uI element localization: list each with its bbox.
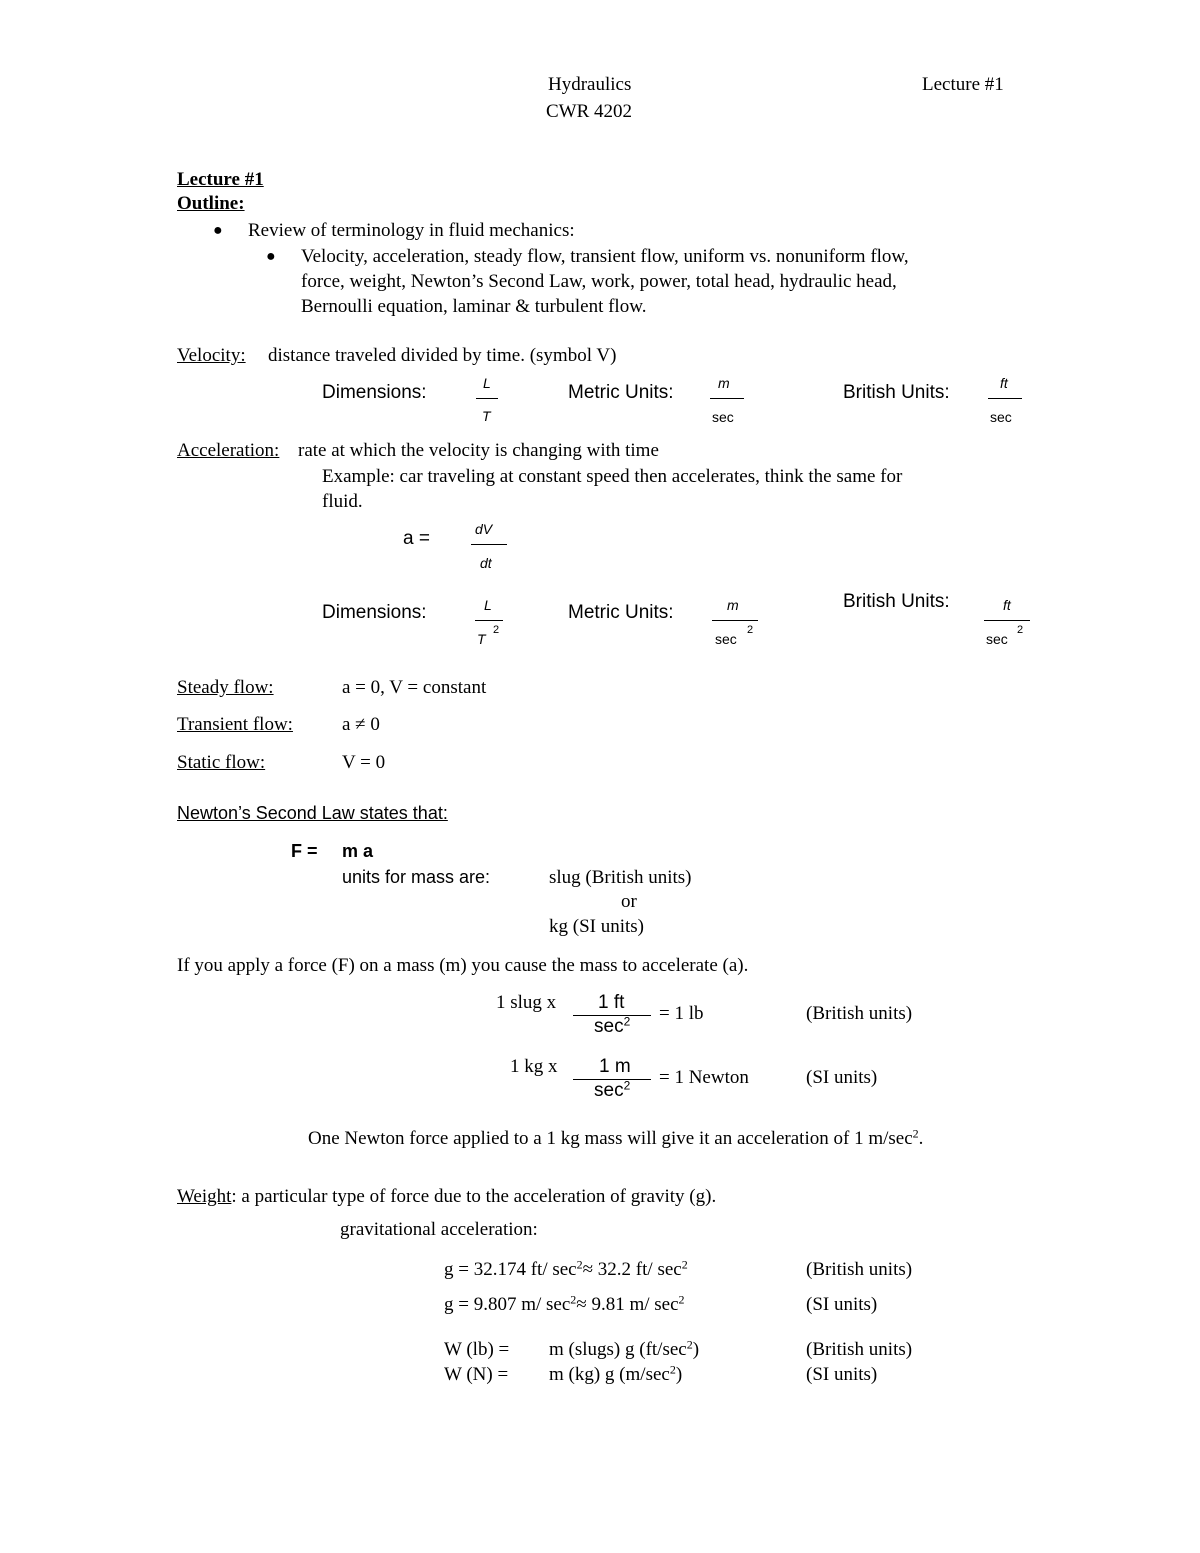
velocity-british-label: British Units: [843, 382, 950, 403]
static-flow-term: Static flow: [177, 752, 266, 773]
g-si: g = 9.807 m/ $\sec^2\approx 9.81$ m/ $\sec^2$ [444, 1292, 685, 1315]
velocity-british-denominator: sec [990, 409, 1012, 425]
steady-flow-value: a = 0, V = constant [342, 677, 487, 698]
velocity-metric-label: Metric Units: [568, 382, 674, 403]
mass-unit-or: or [621, 891, 637, 912]
acceleration-dt: dt [480, 555, 492, 571]
acceleration-definition: rate at which the velocity is changing with time [298, 440, 659, 461]
newton-f-equals: F = [291, 841, 318, 861]
acceleration-example-line-1: Example: car traveling at constant speed then accelerates, think the same for [322, 466, 903, 487]
newton-title: Newton’s Second Law states that: [177, 803, 448, 823]
fraction-bar [984, 620, 1030, 621]
w-british-units: (British units) [806, 1339, 913, 1360]
eq1-numerator: 1 ft [598, 992, 625, 1013]
velocity-dimensions-label: Dimensions: [322, 382, 427, 403]
lecture-number: Lecture #1 [922, 74, 1004, 95]
eq2-left: 1 kg x [510, 1056, 558, 1077]
velocity-metric-denominator: sec [712, 409, 734, 425]
course-title: Hydraulics [548, 74, 632, 95]
eq2-right: = 1 Newton [659, 1067, 749, 1088]
acceleration-british-denominator: sec [986, 631, 1008, 647]
fraction-bar [710, 398, 744, 399]
velocity-british-numerator: ft [1000, 375, 1008, 391]
course-code: CWR 4202 [546, 101, 633, 122]
w-british-right: m (slugs) g $(ft/\sec^2)$ [549, 1337, 700, 1360]
g-british-units: (British units) [806, 1259, 913, 1280]
gravitational-acceleration-label: gravitational acceleration: [340, 1219, 538, 1240]
newton-note: One Newton force applied to a 1 kg mass will give it an acceleration of 1 $m/\sec^2$. [308, 1126, 924, 1149]
acceleration-british-label: British Units: [843, 591, 950, 612]
transient-flow-term: Transient flow: [177, 714, 293, 735]
acceleration-dim-denominator: T [477, 631, 486, 647]
mass-unit-si: kg (SI units) [549, 916, 644, 937]
velocity-metric-numerator: m [718, 375, 730, 391]
outline-bullet-2-line-1: Velocity, acceleration, steady flow, transient flow, uniform vs. nonuniform flow, [301, 246, 909, 267]
eq2-units: (SI units) [806, 1067, 878, 1088]
weight-term: Weight [177, 1186, 232, 1207]
acceleration-metric-exponent: 2 [747, 624, 754, 636]
outline-bullet-1: Review of terminology in fluid mechanics: [248, 220, 575, 241]
weight-line [177, 1186, 716, 1208]
newton-statement: If you apply a force (F) on a mass (m) you cause the mass to accelerate (a). [177, 955, 749, 976]
w-si-units: (SI units) [806, 1364, 878, 1385]
acceleration-metric-denominator: sec [715, 631, 737, 647]
acceleration-metric-label: Metric Units: [568, 602, 674, 623]
acceleration-a-equals: a = [403, 528, 430, 549]
fraction-bar [712, 620, 758, 621]
g-si-units: (SI units) [806, 1294, 878, 1315]
acceleration-british-exponent: 2 [1017, 624, 1024, 636]
eq1-units: (British units) [806, 1003, 913, 1024]
bullet-marker: ● [266, 248, 276, 265]
w-si-left: W (N) = [444, 1364, 509, 1385]
acceleration-dim-exponent: 2 [493, 624, 500, 636]
w-british-left: W (lb) = [444, 1339, 510, 1360]
transient-flow-value: a ≠ 0 [342, 714, 380, 735]
eq2-numerator: 1 m [599, 1056, 631, 1077]
outline-label: Outline: [177, 193, 245, 214]
velocity-definition: distance traveled divided by time. (symbol V) [268, 345, 617, 366]
weight-definition: : a particular type of force due to the acceleration of gravity (g). [231, 1186, 717, 1207]
mass-units-label: units for mass are: [342, 867, 491, 887]
velocity-dim-denominator: T [482, 408, 491, 424]
acceleration-dimensions-label: Dimensions: [322, 602, 427, 623]
fraction-bar [475, 620, 503, 621]
lecture-title: Lecture #1 [177, 169, 264, 190]
newton-ma: m a [342, 841, 374, 861]
fraction-bar [988, 398, 1022, 399]
w-si-right: m (kg) g $(m/\sec^2)$ [549, 1362, 683, 1385]
acceleration-dim-numerator: L [484, 597, 492, 613]
acceleration-metric-numerator: m [727, 597, 739, 613]
static-flow-value: V = 0 [342, 752, 386, 773]
outline-bullet-2-line-3: Bernoulli equation, laminar & turbulent flow. [301, 296, 647, 317]
bullet-marker: ● [213, 222, 223, 239]
velocity-dim-numerator: L [483, 375, 491, 391]
fraction-bar [471, 544, 507, 545]
mass-unit-british: slug (British units) [549, 867, 692, 888]
steady-flow-term: Steady flow: [177, 677, 274, 698]
eq1-denominator: $\sec^2$ [594, 1014, 631, 1037]
fraction-bar [476, 398, 498, 399]
acceleration-british-numerator: ft [1003, 597, 1011, 613]
acceleration-example-line-2: fluid. [322, 491, 363, 512]
eq1-left: 1 slug x [496, 992, 557, 1013]
velocity-term: Velocity: [177, 345, 246, 366]
g-british: g = 32.174 ft/ $\sec^2\approx 32.2$ ft/ $\sec^2$ [444, 1257, 688, 1280]
outline-bullet-2-line-2: force, weight, Newton’s Second Law, work, power, total head, hydraulic head, [301, 271, 897, 292]
eq1-right: = 1 lb [659, 1003, 704, 1024]
acceleration-term: Acceleration: [177, 440, 280, 461]
eq2-denominator: $\sec^2$ [594, 1078, 631, 1101]
acceleration-dv: dV [475, 521, 493, 537]
